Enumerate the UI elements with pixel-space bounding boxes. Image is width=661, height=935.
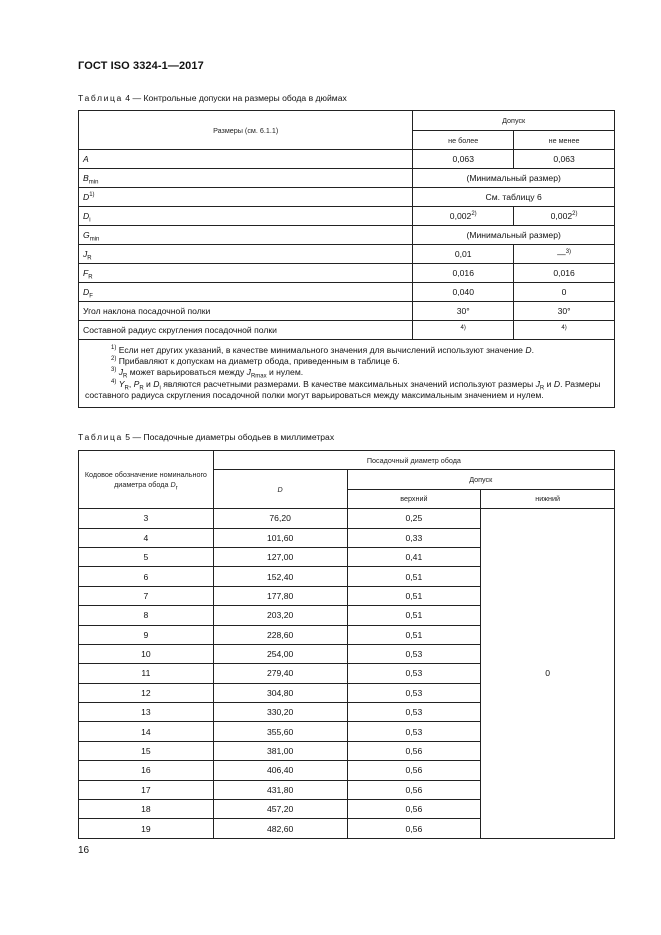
value-min: —$^{3)}$ xyxy=(514,245,615,264)
table4-row xyxy=(79,302,615,321)
row-symbol: $F_R$ xyxy=(79,264,413,283)
row-symbol: $D_i$ xyxy=(79,207,413,226)
cell-diameter: 127,00 xyxy=(213,547,347,566)
row-label: Угол наклона посадочной полки xyxy=(79,302,413,321)
document-title: ГОСТ ISO 3324-1—2017 xyxy=(78,60,204,72)
table5-head-D: D xyxy=(213,470,347,509)
merged-value: (Минимальный размер) xyxy=(413,226,615,245)
cell-upper: 0,51 xyxy=(347,625,481,644)
cell-diameter: 101,60 xyxy=(213,528,347,547)
cell-upper: 0,53 xyxy=(347,703,481,722)
note-2: $^{2)}$ Прибавляют к допускам на диаметр обода, приведенным в таблице 6. xyxy=(111,356,400,367)
value-max: 0,016 xyxy=(413,264,514,283)
cell-upper: 0,53 xyxy=(347,664,481,683)
cell-upper: 0,53 xyxy=(347,644,481,663)
table5-caption: Таблица 5 — Посадочные диаметры ободьев в миллиметрах xyxy=(78,432,335,442)
cell-upper: 0,56 xyxy=(347,800,481,819)
page-number: 16 xyxy=(78,845,90,856)
cell-diameter: 279,40 xyxy=(213,664,347,683)
table4-row xyxy=(79,150,615,169)
cell-diameter: 381,00 xyxy=(213,741,347,760)
table4-row xyxy=(79,207,615,226)
value-max: 0,002$^{2)}$ xyxy=(413,207,514,226)
table4-head-min: не менее xyxy=(514,131,615,150)
row-label: Составной радиус скругления посадочной полки xyxy=(79,321,413,340)
cell-upper: 0,33 xyxy=(347,528,481,547)
value-max: 0,063 xyxy=(413,150,514,169)
cell-code: 15 xyxy=(79,741,214,760)
table5-head-tolerance: Допуск xyxy=(347,470,614,489)
value-min: 0,002$^{2)}$ xyxy=(514,207,615,226)
table4-row xyxy=(79,169,615,188)
cell-upper: 0,25 xyxy=(347,509,481,528)
table4-caption: Таблица 4 — Контрольные допуски на размеры обода в дюймах xyxy=(78,93,347,103)
row-symbol: $D^{1)}$ xyxy=(79,188,413,207)
cell-code: 3 xyxy=(79,509,214,528)
row-symbol: $G_{min}$ xyxy=(79,226,413,245)
value-min: 0,016 xyxy=(514,264,615,283)
table4-row xyxy=(79,188,615,207)
value-min: 4) xyxy=(514,321,615,340)
cell-diameter: 304,80 xyxy=(213,683,347,702)
merged-value: См. таблицу 6 xyxy=(413,188,615,207)
cell-lower: 0 xyxy=(481,509,615,839)
note-4: $^{4)}$ $Y_R$, $P_R$ и $D_i$ являются расчетными размерами. В качестве максимальных значений используют размеры $J_R$ и D. Размеры составного радиуса скругления посадочной полки могут варьироваться между максимальным значением и нулем. xyxy=(85,378,601,400)
table5-head-code: Кодовое обозначение номинального диаметра обода $D_r$ xyxy=(79,451,214,509)
cell-upper: 0,51 xyxy=(347,586,481,605)
note-1: $^{1)}$ Если нет других указаний, в качестве минимального значения для вычислений используют значение D. xyxy=(111,345,534,355)
table4-row xyxy=(79,245,615,264)
cell-upper: 0,41 xyxy=(347,547,481,566)
cell-diameter: 457,20 xyxy=(213,800,347,819)
table4-row xyxy=(79,321,615,340)
value-min: 0 xyxy=(514,283,615,302)
table4-row xyxy=(79,283,615,302)
table5-head-diameter: Посадочный диаметр обода xyxy=(213,451,614,470)
cell-diameter: 228,60 xyxy=(213,625,347,644)
table5-row xyxy=(79,509,615,528)
cell-diameter: 177,80 xyxy=(213,586,347,605)
note-3: $^{3)}$ $J_R$ может варьироваться между $J_{Rmax}$ и нулем. xyxy=(111,367,304,381)
value-max: 30° xyxy=(413,302,514,321)
cell-code: 17 xyxy=(79,780,214,799)
table4-head-sizes: Размеры (см. 6.1.1) xyxy=(79,111,413,150)
value-max: 4) xyxy=(413,321,514,340)
cell-code: 16 xyxy=(79,761,214,780)
cell-upper: 0,56 xyxy=(347,741,481,760)
cell-diameter: 431,80 xyxy=(213,780,347,799)
cell-diameter: 152,40 xyxy=(213,567,347,586)
cell-code: 5 xyxy=(79,547,214,566)
cell-code: 8 xyxy=(79,606,214,625)
row-symbol: A xyxy=(79,150,413,169)
cell-upper: 0,53 xyxy=(347,683,481,702)
cell-upper: 0,56 xyxy=(347,761,481,780)
table4-notes xyxy=(79,340,615,408)
cell-code: 18 xyxy=(79,800,214,819)
value-max: 0,040 xyxy=(413,283,514,302)
cell-code: 4 xyxy=(79,528,214,547)
cell-diameter: 254,00 xyxy=(213,644,347,663)
cell-upper: 0,56 xyxy=(347,819,481,838)
cell-code: 10 xyxy=(79,644,214,663)
table4-head-max: не более xyxy=(413,131,514,150)
table4 xyxy=(78,110,615,408)
value-min: 30° xyxy=(514,302,615,321)
cell-code: 13 xyxy=(79,703,214,722)
cell-upper: 0,56 xyxy=(347,780,481,799)
table4-row xyxy=(79,264,615,283)
cell-diameter: 76,20 xyxy=(213,509,347,528)
cell-code: 9 xyxy=(79,625,214,644)
cell-upper: 0,51 xyxy=(347,606,481,625)
value-min: 0,063 xyxy=(514,150,615,169)
table5 xyxy=(78,450,615,839)
cell-upper: 0,53 xyxy=(347,722,481,741)
cell-code: 7 xyxy=(79,586,214,605)
cell-code: 12 xyxy=(79,683,214,702)
cell-code: 14 xyxy=(79,722,214,741)
cell-diameter: 330,20 xyxy=(213,703,347,722)
table4-row xyxy=(79,226,615,245)
cell-code: 11 xyxy=(79,664,214,683)
row-symbol: $D_F$ xyxy=(79,283,413,302)
table4-head-tolerance: Допуск xyxy=(413,111,615,131)
table5-head-upper: верхний xyxy=(347,489,481,508)
cell-diameter: 355,60 xyxy=(213,722,347,741)
row-symbol: $B_{min}$ xyxy=(79,169,413,188)
cell-diameter: 406,40 xyxy=(213,761,347,780)
cell-upper: 0,51 xyxy=(347,567,481,586)
cell-diameter: 482,60 xyxy=(213,819,347,838)
table5-head-lower: нижний xyxy=(481,489,615,508)
value-max: 0,01 xyxy=(413,245,514,264)
merged-value: (Минимальный размер) xyxy=(413,169,615,188)
cell-code: 6 xyxy=(79,567,214,586)
row-symbol: $J_R$ xyxy=(79,245,413,264)
cell-diameter: 203,20 xyxy=(213,606,347,625)
cell-code: 19 xyxy=(79,819,214,838)
